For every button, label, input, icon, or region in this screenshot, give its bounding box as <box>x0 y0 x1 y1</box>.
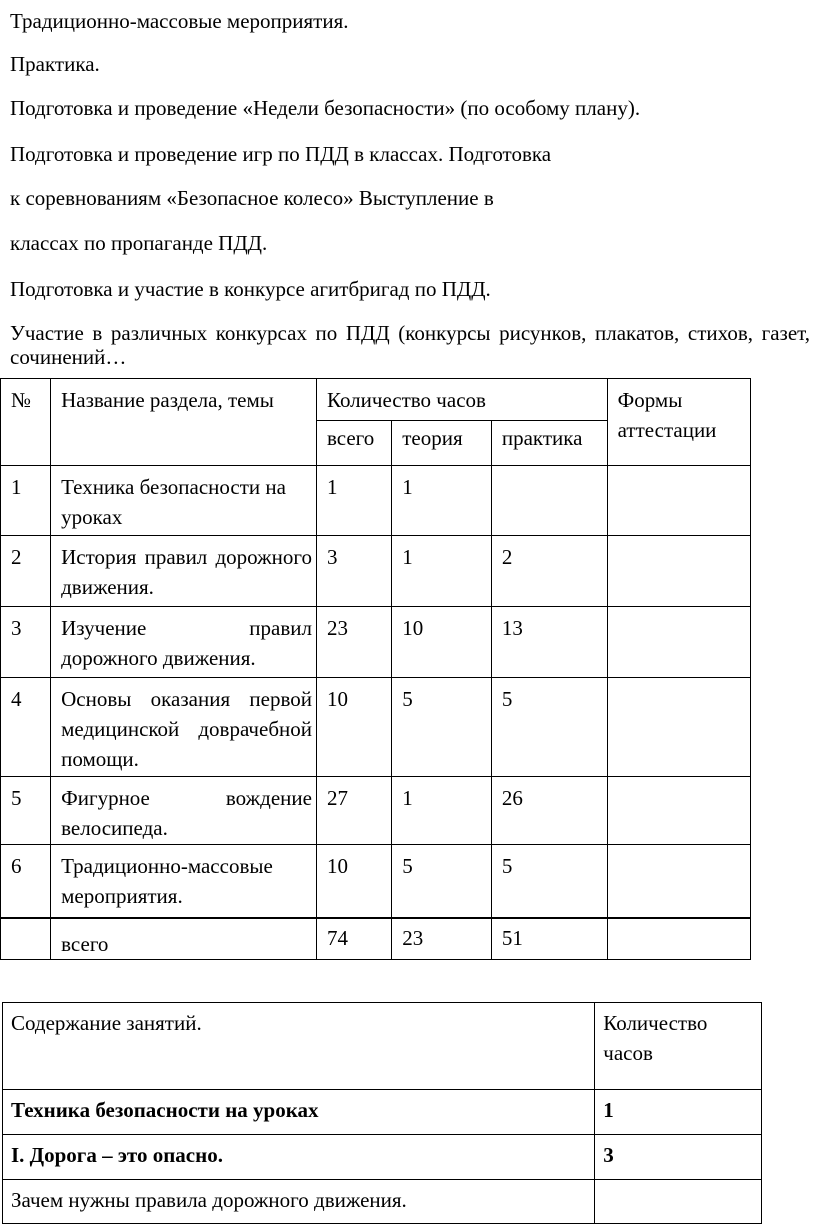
header-num: № <box>1 379 51 466</box>
row-theory: 1 <box>392 777 492 845</box>
content-header-row <box>3 1003 762 1090</box>
header-theory: теория <box>392 421 492 466</box>
row-num: 6 <box>1 845 51 918</box>
intro-line-4: Подготовка и проведение игр по ПДД в классах. Подготовка <box>10 142 552 166</box>
content-row-left: I. Дорога – это опасно. <box>3 1135 595 1180</box>
plan-table <box>0 378 751 960</box>
total-label: всего <box>51 918 317 960</box>
table-row <box>3 1135 762 1180</box>
header-practice: практика <box>491 421 607 466</box>
row-num: 5 <box>1 777 51 845</box>
row-practice: 26 <box>491 777 607 845</box>
content-row-right <box>595 1180 762 1224</box>
row-total: 10 <box>316 678 391 777</box>
header-attestation: Формы аттестации <box>607 379 750 466</box>
row-practice: 5 <box>491 845 607 918</box>
row-theory: 1 <box>392 466 492 536</box>
table-row <box>1 466 751 536</box>
row-topic: Техника безопасности на уроках <box>51 466 317 536</box>
row-total: 23 <box>316 607 391 678</box>
content-table <box>2 1002 762 1224</box>
row-attestation <box>607 536 750 607</box>
table-row <box>1 607 751 678</box>
row-topic: Изучение правил дорожного движения. <box>51 607 317 678</box>
intro-line-1: Традиционно-массовые мероприятия. <box>10 9 349 33</box>
table-row <box>3 1090 762 1135</box>
content-row-right: 3 <box>595 1135 762 1180</box>
table-row <box>3 1180 762 1224</box>
row-practice <box>491 466 607 536</box>
content-header-right: Количество часов <box>595 1003 762 1090</box>
row-theory: 5 <box>392 678 492 777</box>
table-row <box>1 777 751 845</box>
header-total: всего <box>316 421 391 466</box>
header-hours: Количество часов <box>316 379 607 421</box>
row-total: 27 <box>316 777 391 845</box>
total-attestation-empty <box>607 918 750 960</box>
row-attestation <box>607 845 750 918</box>
row-num: 4 <box>1 678 51 777</box>
row-topic: Традиционно-массовые мероприятия. <box>51 845 317 918</box>
row-total: 1 <box>316 466 391 536</box>
row-total: 10 <box>316 845 391 918</box>
total-practice: 51 <box>491 918 607 960</box>
table-row <box>1 845 751 918</box>
intro-line-7: Подготовка и участие в конкурсе агитбригад по ПДД. <box>10 277 491 301</box>
row-practice: 13 <box>491 607 607 678</box>
table-row <box>1 678 751 777</box>
plan-header-row <box>1 379 751 421</box>
row-num: 2 <box>1 536 51 607</box>
row-attestation <box>607 607 750 678</box>
row-practice: 5 <box>491 678 607 777</box>
total-num-empty <box>1 918 51 960</box>
row-theory: 1 <box>392 536 492 607</box>
intro-line-8: Участие в различных конкурсах по ПДД (конкурсы рисунков, плакатов, стихов, газет, сочинений… <box>10 321 810 369</box>
row-theory: 10 <box>392 607 492 678</box>
row-attestation <box>607 777 750 845</box>
row-theory: 5 <box>392 845 492 918</box>
row-topic: Фигурное вождение велосипеда. <box>51 777 317 845</box>
row-total: 3 <box>316 536 391 607</box>
header-topic: Название раздела, темы <box>51 379 317 466</box>
table-row <box>1 536 751 607</box>
table-total-row <box>1 918 751 960</box>
intro-line-3: Подготовка и проведение «Недели безопасности» (по особому плану). <box>10 96 641 120</box>
row-num: 1 <box>1 466 51 536</box>
content-row-right: 1 <box>595 1090 762 1135</box>
row-practice: 2 <box>491 536 607 607</box>
row-attestation <box>607 678 750 777</box>
content-header-left: Содержание занятий. <box>3 1003 595 1090</box>
intro-line-2: Практика. <box>10 52 100 76</box>
total-all: 74 <box>316 918 391 960</box>
row-num: 3 <box>1 607 51 678</box>
intro-line-5: к соревнованиям «Безопасное колесо» Выступление в <box>10 186 494 210</box>
row-topic: История правил дорожного движения. <box>51 536 317 607</box>
intro-line-6: классах по пропаганде ПДД. <box>10 231 268 255</box>
content-row-left: Техника безопасности на уроках <box>3 1090 595 1135</box>
row-attestation <box>607 466 750 536</box>
row-topic: Основы оказания первой медицинской доврачебной помощи. <box>51 678 317 777</box>
total-theory: 23 <box>392 918 492 960</box>
content-row-left: Зачем нужны правила дорожного движения. <box>3 1180 595 1224</box>
